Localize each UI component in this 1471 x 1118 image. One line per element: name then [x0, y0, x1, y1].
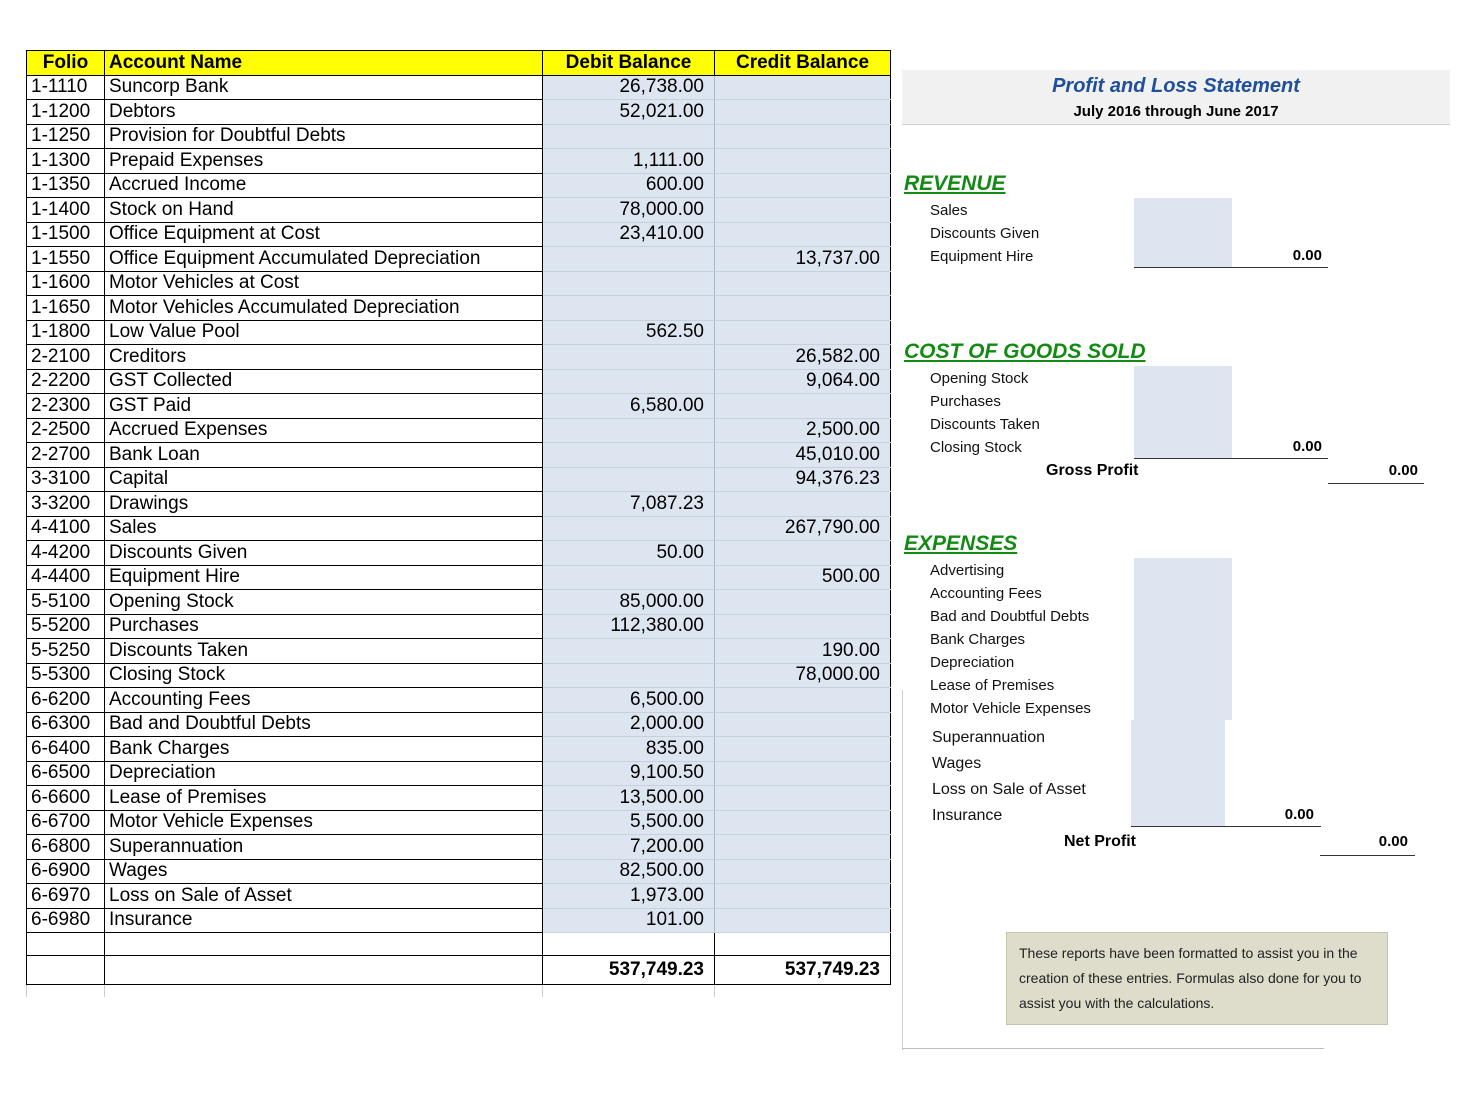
note-line: assist you with the calculations.	[1019, 995, 1215, 1011]
account-name-cell: Suncorp Bank	[105, 75, 543, 100]
debit-cell[interactable]: 562.50	[543, 320, 715, 345]
table-row	[27, 614, 891, 639]
credit-cell[interactable]	[715, 908, 891, 933]
expenses-subtotal: 0.00	[1284, 806, 1314, 823]
account-name-cell: Discounts Given	[105, 541, 543, 566]
net-profit-value: 0.00	[1378, 833, 1408, 850]
folio-cell: 6-6800	[27, 835, 105, 860]
credit-cell[interactable]	[715, 810, 891, 835]
debit-cell[interactable]: 5,500.00	[543, 810, 715, 835]
folio-cell: 3-3100	[27, 467, 105, 492]
account-name-cell: Prepaid Expenses	[105, 149, 543, 174]
instruction-note	[1006, 932, 1388, 1025]
credit-cell[interactable]: 500.00	[715, 565, 891, 590]
account-name-cell: Provision for Doubtful Debts	[105, 124, 543, 149]
revenue-subtotal: 0.00	[1292, 247, 1322, 264]
credit-cell[interactable]	[715, 859, 891, 884]
account-name-cell: GST Collected	[105, 369, 543, 394]
folio-cell: 4-4200	[27, 541, 105, 566]
folio-cell: 1-1350	[27, 173, 105, 198]
cogs-item: Closing Stock	[930, 439, 1022, 456]
table-row	[27, 467, 891, 492]
credit-cell[interactable]	[715, 222, 891, 247]
folio-cell: 6-6300	[27, 712, 105, 737]
credit-cell[interactable]	[715, 75, 891, 100]
account-name-cell: Motor Vehicles at Cost	[105, 271, 543, 296]
table-row	[27, 124, 891, 149]
table-row	[27, 639, 891, 664]
folio-cell: 3-3200	[27, 492, 105, 517]
debit-cell[interactable]	[543, 639, 715, 664]
debit-cell[interactable]: 23,410.00	[543, 222, 715, 247]
folio-cell: 6-6970	[27, 884, 105, 909]
spacer-cell	[27, 985, 105, 998]
credit-cell[interactable]	[715, 590, 891, 615]
table-row	[27, 443, 891, 468]
blank-cell	[715, 933, 891, 956]
debit-cell[interactable]: 112,380.00	[543, 614, 715, 639]
folio-cell: 5-5300	[27, 663, 105, 688]
account-name-cell: Capital	[105, 467, 543, 492]
folio-cell: 1-1800	[27, 320, 105, 345]
folio-cell: 6-6700	[27, 810, 105, 835]
pl-period: July 2016 through June 2017	[1073, 103, 1279, 120]
spacer-cell	[543, 985, 715, 998]
table-row	[27, 100, 891, 125]
table-row	[27, 394, 891, 419]
debit-cell[interactable]	[543, 663, 715, 688]
expense-item: Advertising	[930, 562, 1005, 579]
account-name-cell: GST Paid	[105, 394, 543, 419]
cogs-underline	[1134, 458, 1328, 459]
gross-profit-label: Gross Profit	[1046, 462, 1139, 479]
credit-cell[interactable]: 78,000.00	[715, 663, 891, 688]
cogs-heading: COST OF GOODS SOLD	[904, 340, 1146, 363]
account-name-cell: Bank Loan	[105, 443, 543, 468]
expenses-input-area[interactable]	[1134, 558, 1232, 720]
folio-cell: 1-1200	[27, 100, 105, 125]
account-name-cell: Lease of Premises	[105, 786, 543, 811]
net-profit-underline	[1320, 855, 1415, 856]
debit-cell[interactable]: 78,000.00	[543, 198, 715, 223]
table-row	[27, 908, 891, 933]
account-name-cell: Creditors	[105, 345, 543, 370]
account-name-cell: Low Value Pool	[105, 320, 543, 345]
debit-cell[interactable]: 1,111.00	[543, 149, 715, 174]
blank-cell	[543, 933, 715, 956]
blank-cell	[27, 933, 105, 956]
expense-item: Lease of Premises	[930, 677, 1055, 694]
table-row	[27, 271, 891, 296]
table-row	[27, 247, 891, 272]
table-row	[27, 198, 891, 223]
account-name-cell: Accrued Expenses	[105, 418, 543, 443]
table-row	[27, 418, 891, 443]
table-row	[27, 884, 891, 909]
credit-cell[interactable]	[715, 296, 891, 321]
folio-cell: 5-5200	[27, 614, 105, 639]
folio-cell: 1-1300	[27, 149, 105, 174]
expense-item: Bank Charges	[930, 631, 1026, 648]
table-row	[27, 688, 891, 713]
folio-cell: 1-1650	[27, 296, 105, 321]
debit-cell[interactable]	[543, 565, 715, 590]
table-row	[27, 761, 891, 786]
folio-cell: 4-4400	[27, 565, 105, 590]
table-row	[27, 541, 891, 566]
account-name-cell: Stock on Hand	[105, 198, 543, 223]
table-row	[27, 516, 891, 541]
header-folio: Folio	[27, 51, 105, 76]
divider	[902, 1048, 1324, 1049]
credit-cell[interactable]	[715, 884, 891, 909]
blank-row	[27, 933, 891, 956]
table-row	[27, 345, 891, 370]
account-name-cell: Superannuation	[105, 835, 543, 860]
debit-cell[interactable]: 1,973.00	[543, 884, 715, 909]
debit-cell[interactable]	[543, 443, 715, 468]
expense-item: Motor Vehicle Expenses	[930, 700, 1091, 717]
credit-cell[interactable]	[715, 198, 891, 223]
expense-item: Accounting Fees	[930, 585, 1042, 602]
spacer-row	[27, 985, 891, 998]
debit-cell[interactable]	[543, 369, 715, 394]
totals-row	[27, 956, 891, 985]
folio-cell: 2-2200	[27, 369, 105, 394]
debit-cell[interactable]	[543, 124, 715, 149]
folio-cell: 6-6980	[27, 908, 105, 933]
folio-cell: 2-2100	[27, 345, 105, 370]
account-name-cell: Accrued Income	[105, 173, 543, 198]
credit-cell[interactable]	[715, 271, 891, 296]
account-name-cell: Motor Vehicles Accumulated Depreciation	[105, 296, 543, 321]
expense-item: Loss on Sale of Asset	[932, 781, 1086, 798]
revenue-input-area[interactable]	[1134, 198, 1232, 267]
expenses-underline	[1131, 826, 1321, 827]
account-name-cell: Drawings	[105, 492, 543, 517]
folio-cell: 6-6600	[27, 786, 105, 811]
debit-cell[interactable]: 50.00	[543, 541, 715, 566]
debit-cell[interactable]: 835.00	[543, 737, 715, 762]
debit-cell[interactable]: 85,000.00	[543, 590, 715, 615]
debit-cell[interactable]	[543, 467, 715, 492]
credit-cell[interactable]: 190.00	[715, 639, 891, 664]
folio-cell: 6-6900	[27, 859, 105, 884]
table-row	[27, 737, 891, 762]
expenses-input-area-2[interactable]	[1131, 720, 1225, 826]
debit-cell[interactable]: 82,500.00	[543, 859, 715, 884]
credit-cell[interactable]	[715, 173, 891, 198]
account-name-cell: Office Equipment Accumulated Depreciation	[105, 247, 543, 272]
credit-cell[interactable]	[715, 394, 891, 419]
credit-cell[interactable]	[715, 100, 891, 125]
folio-cell: 2-2300	[27, 394, 105, 419]
folio-cell: 2-2500	[27, 418, 105, 443]
folio-cell: 5-5250	[27, 639, 105, 664]
table-row	[27, 296, 891, 321]
debit-cell[interactable]	[543, 247, 715, 272]
expense-item: Bad and Doubtful Debts	[930, 608, 1090, 625]
table-row	[27, 492, 891, 517]
table-row	[27, 75, 891, 100]
credit-cell[interactable]	[715, 124, 891, 149]
credit-cell[interactable]	[715, 712, 891, 737]
credit-cell[interactable]	[715, 541, 891, 566]
debit-cell[interactable]: 52,021.00	[543, 100, 715, 125]
table-row	[27, 222, 891, 247]
header-account-name: Account Name	[105, 51, 543, 76]
account-name-cell: Insurance	[105, 908, 543, 933]
debit-cell[interactable]	[543, 418, 715, 443]
credit-cell[interactable]: 45,010.00	[715, 443, 891, 468]
note-line: These reports have been formatted to assist you in the	[1019, 945, 1358, 961]
total-debit: 537,749.23	[543, 956, 715, 985]
account-name-cell: Purchases	[105, 614, 543, 639]
table-row	[27, 369, 891, 394]
credit-cell[interactable]: 26,582.00	[715, 345, 891, 370]
revenue-item: Equipment Hire	[930, 248, 1034, 265]
cogs-input-area[interactable]	[1134, 366, 1232, 458]
credit-cell[interactable]	[715, 320, 891, 345]
account-name-cell: Wages	[105, 859, 543, 884]
credit-cell[interactable]	[715, 614, 891, 639]
revenue-underline	[1134, 267, 1328, 268]
table-row	[27, 835, 891, 860]
credit-cell[interactable]	[715, 492, 891, 517]
table-row	[27, 565, 891, 590]
folio-cell: 1-1600	[27, 271, 105, 296]
debit-cell[interactable]: 6,580.00	[543, 394, 715, 419]
debit-cell[interactable]	[543, 345, 715, 370]
net-profit-label: Net Profit	[1064, 833, 1136, 850]
debit-cell[interactable]: 7,087.23	[543, 492, 715, 517]
folio-cell: 2-2700	[27, 443, 105, 468]
total-credit: 537,749.23	[715, 956, 891, 985]
account-name-cell: Discounts Taken	[105, 639, 543, 664]
folio-cell: 1-1500	[27, 222, 105, 247]
debit-cell[interactable]	[543, 516, 715, 541]
revenue-item: Discounts Given	[930, 225, 1040, 242]
debit-cell[interactable]: 13,500.00	[543, 786, 715, 811]
table-row	[27, 590, 891, 615]
table-row	[27, 786, 891, 811]
cogs-subtotal: 0.00	[1292, 438, 1322, 455]
credit-cell[interactable]	[715, 737, 891, 762]
account-name-cell: Accounting Fees	[105, 688, 543, 713]
cogs-item: Purchases	[930, 393, 1001, 410]
table-row	[27, 173, 891, 198]
table-row	[27, 320, 891, 345]
cogs-item: Opening Stock	[930, 370, 1029, 387]
credit-cell[interactable]	[715, 761, 891, 786]
credit-cell[interactable]	[715, 835, 891, 860]
trial-balance-table	[26, 50, 891, 997]
expense-item: Insurance	[932, 807, 1003, 824]
account-name-cell: Equipment Hire	[105, 565, 543, 590]
revenue-heading: REVENUE	[904, 172, 1006, 195]
account-name-cell: Debtors	[105, 100, 543, 125]
debit-cell[interactable]	[543, 296, 715, 321]
spacer-cell	[715, 985, 891, 998]
debit-cell[interactable]: 101.00	[543, 908, 715, 933]
credit-cell[interactable]	[715, 688, 891, 713]
blank-cell	[105, 933, 543, 956]
table-row	[27, 712, 891, 737]
gross-profit-underline	[1328, 483, 1424, 484]
trial-balance-header-row	[27, 51, 891, 76]
account-name-cell: Depreciation	[105, 761, 543, 786]
pl-title: Profit and Loss Statement	[1052, 75, 1300, 97]
note-line: creation of these entries. Formulas also done for you to	[1019, 970, 1362, 986]
debit-cell[interactable]	[543, 271, 715, 296]
credit-cell[interactable]: 94,376.23	[715, 467, 891, 492]
credit-cell[interactable]: 9,064.00	[715, 369, 891, 394]
blank-cell	[27, 956, 105, 985]
table-row	[27, 810, 891, 835]
debit-cell[interactable]: 2,000.00	[543, 712, 715, 737]
cogs-item: Discounts Taken	[930, 416, 1040, 433]
credit-cell[interactable]: 13,737.00	[715, 247, 891, 272]
folio-cell: 5-5100	[27, 590, 105, 615]
account-name-cell: Closing Stock	[105, 663, 543, 688]
credit-cell[interactable]	[715, 786, 891, 811]
account-name-cell: Bad and Doubtful Debts	[105, 712, 543, 737]
table-row	[27, 859, 891, 884]
account-name-cell: Bank Charges	[105, 737, 543, 762]
expense-item: Wages	[932, 755, 982, 772]
divider	[902, 690, 903, 1050]
spacer-cell	[105, 985, 543, 998]
credit-cell[interactable]	[715, 149, 891, 174]
account-name-cell: Motor Vehicle Expenses	[105, 810, 543, 835]
table-row	[27, 663, 891, 688]
account-name-cell: Opening Stock	[105, 590, 543, 615]
folio-cell: 1-1250	[27, 124, 105, 149]
debit-cell[interactable]: 6,500.00	[543, 688, 715, 713]
folio-cell: 6-6400	[27, 737, 105, 762]
credit-cell[interactable]: 2,500.00	[715, 418, 891, 443]
account-name-cell: Sales	[105, 516, 543, 541]
folio-cell: 1-1110	[27, 75, 105, 100]
debit-cell[interactable]: 7,200.00	[543, 835, 715, 860]
debit-cell[interactable]: 600.00	[543, 173, 715, 198]
blank-cell	[105, 956, 543, 985]
pl-header	[902, 70, 1450, 125]
debit-cell[interactable]: 9,100.50	[543, 761, 715, 786]
account-name-cell: Loss on Sale of Asset	[105, 884, 543, 909]
revenue-item: Sales	[930, 202, 968, 219]
account-name-cell: Office Equipment at Cost	[105, 222, 543, 247]
table-row	[27, 149, 891, 174]
gross-profit-value: 0.00	[1388, 462, 1418, 479]
folio-cell: 6-6500	[27, 761, 105, 786]
folio-cell: 4-4100	[27, 516, 105, 541]
header-debit-balance: Debit Balance	[543, 51, 715, 76]
folio-cell: 1-1550	[27, 247, 105, 272]
header-credit-balance: Credit Balance	[715, 51, 891, 76]
expense-item: Depreciation	[930, 654, 1015, 671]
expense-item: Superannuation	[932, 729, 1045, 746]
expenses-heading: EXPENSES	[904, 532, 1018, 555]
folio-cell: 1-1400	[27, 198, 105, 223]
debit-cell[interactable]: 26,738.00	[543, 75, 715, 100]
folio-cell: 6-6200	[27, 688, 105, 713]
credit-cell[interactable]: 267,790.00	[715, 516, 891, 541]
